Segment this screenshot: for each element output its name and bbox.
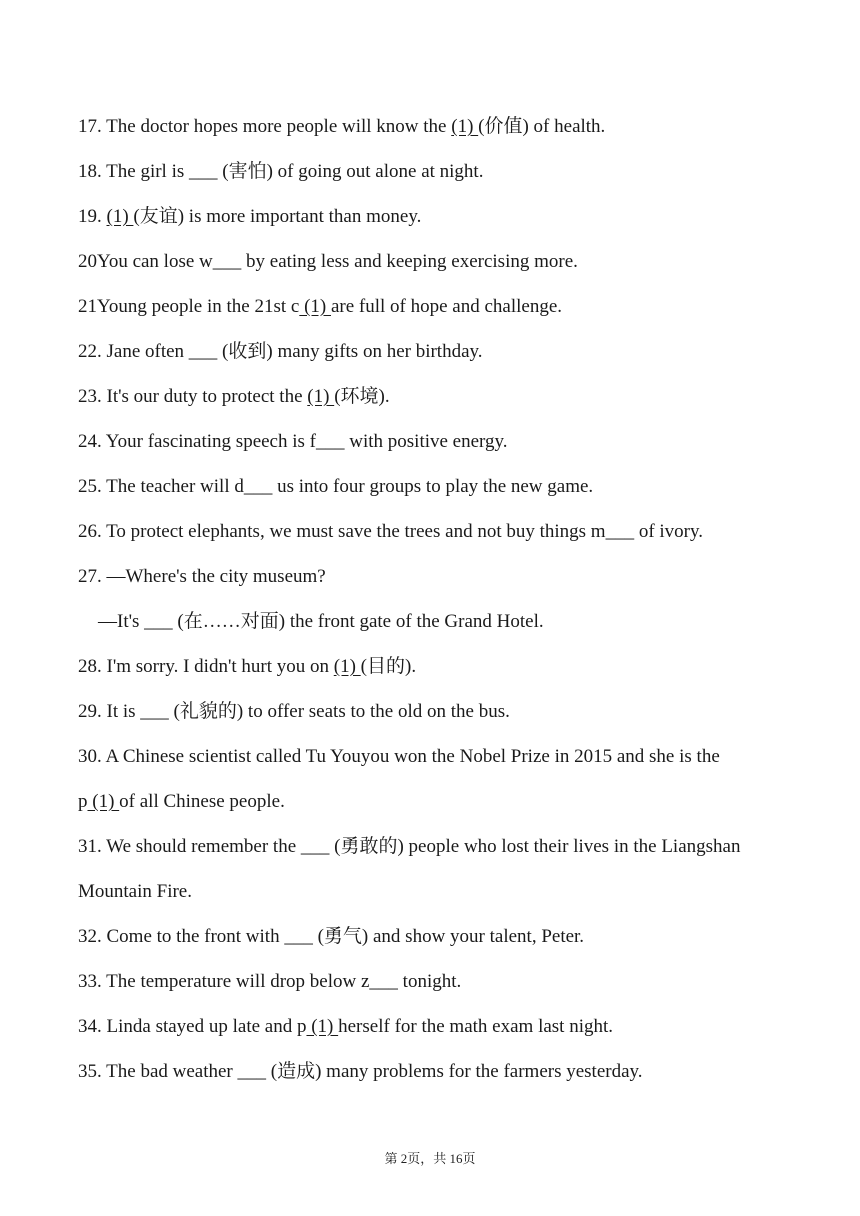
question-18: 18. The girl is ___ (害怕) of going out alone at night. bbox=[78, 161, 484, 182]
question-25: 25. The teacher will d___ us into four groups to play the new game. bbox=[78, 476, 594, 497]
question-27: 27. —Where's the city museum? bbox=[78, 566, 326, 587]
question-29: 29. It is ___ (礼貌的) to offer seats to the old on the bus. bbox=[78, 701, 510, 722]
question-30-cont: p (1) of all Chinese people. bbox=[78, 791, 285, 812]
question-33: 33. The temperature will drop below z___ tonight. bbox=[78, 971, 462, 992]
answer-blank[interactable]: (1) bbox=[299, 296, 331, 317]
question-23: 23. It's our duty to protect the (1) (环境). bbox=[78, 386, 390, 407]
answer-blank[interactable]: (1) bbox=[307, 386, 335, 407]
question-21: 21Young people in the 21st c (1) are full of hope and challenge. bbox=[78, 296, 563, 317]
question-31-cont: Mountain Fire. bbox=[78, 881, 192, 902]
answer-blank[interactable]: (1) bbox=[306, 1016, 339, 1037]
question-17: 17. The doctor hopes more people will know the (1) (价值) of health. bbox=[78, 116, 606, 137]
question-27-answer: —It's ___ (在……对面) the front gate of the Grand Hotel. bbox=[98, 611, 544, 632]
question-30: 30. A Chinese scientist called Tu Youyou won the Nobel Prize in 2015 and she is the bbox=[78, 746, 720, 767]
question-34: 34. Linda stayed up late and p (1) herself for the math exam last night. bbox=[78, 1016, 614, 1037]
answer-blank[interactable]: (1) bbox=[333, 656, 361, 677]
question-22: 22. Jane often ___ (收到) many gifts on her birthday. bbox=[78, 341, 483, 362]
page-footer: 第 2页，共 16页 bbox=[384, 1151, 476, 1166]
question-32: 32. Come to the front with ___ (勇气) and show your talent, Peter. bbox=[78, 926, 585, 947]
question-35: 35. The bad weather ___ (造成) many problems for the farmers yesterday. bbox=[78, 1061, 643, 1082]
question-19: 19. (1) (友谊) is more important than money. bbox=[78, 206, 422, 227]
answer-blank[interactable]: (1) bbox=[106, 206, 134, 227]
question-26: 26. To protect elephants, we must save the trees and not buy things m___ of ivory. bbox=[78, 521, 704, 542]
answer-blank[interactable]: (1) bbox=[87, 791, 120, 812]
answer-blank[interactable]: (1) bbox=[451, 116, 479, 137]
question-28: 28. I'm sorry. I didn't hurt you on (1) (目的). bbox=[78, 656, 417, 677]
question-24: 24. Your fascinating speech is f___ with positive energy. bbox=[78, 431, 508, 452]
question-31: 31. We should remember the ___ (勇敢的) people who lost their lives in the Liangshan bbox=[78, 836, 741, 857]
question-20: 20You can lose w___ by eating less and keeping exercising more. bbox=[78, 251, 578, 272]
